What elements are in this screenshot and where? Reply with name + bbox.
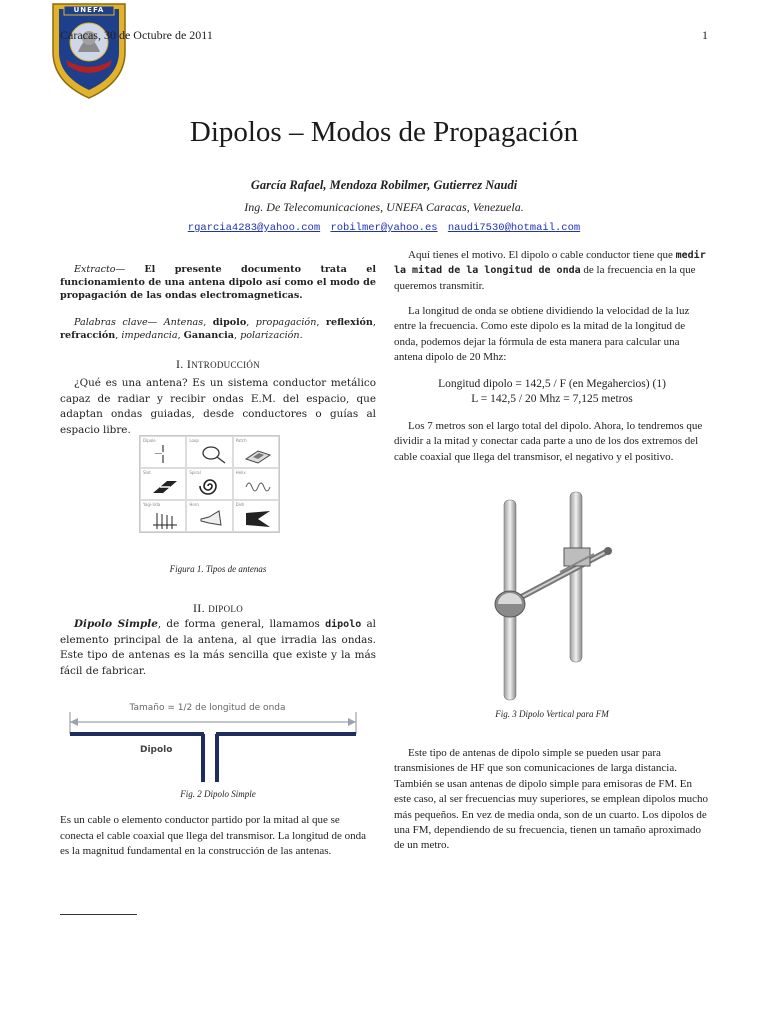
formula-1: Longitud dipolo = 142,5 / F (en Megahercios) (1)	[438, 378, 666, 390]
abstract	[60, 263, 376, 302]
antenna-cell-slot: Slot	[140, 468, 186, 500]
dipolo-paragraph: Dipolo Simple, de forma general, llamamos dipolo al elemento principal de la antena, al que irradia las ondas. Este tipo de antenas es la más sencilla que existe y la más fácil de fabricar.	[60, 618, 377, 677]
cable-paragraph: Es un cable o elemento conductor partido por la mitad al que se conecta el cable coaxial que llega del transmisor. La longitud de onda es la magnitud fundamental en la construcción de las antenas.	[60, 814, 367, 858]
header-date: Caracas, 30 de Octubre de 2011	[60, 28, 213, 42]
keyword: reflexión	[325, 317, 373, 328]
dimension-label: Tamaño = 1/2 de longitud de onda	[120, 703, 295, 713]
antenna-cell-spiral: Spiral	[186, 468, 232, 500]
footnote-rule	[60, 914, 137, 915]
antenna-cell-horn: Horn	[186, 500, 232, 532]
length-paragraph: Los 7 metros son el largo total del dipolo. Ahora, lo tendremos que dividir a la mitad y conectar cada parte a uno de los dos extremos del cable coaxial que llega del transmisor, el negativo y el positivo.	[394, 420, 703, 463]
antenna-cell-dipole: Dipole	[140, 436, 186, 468]
author-emails	[0, 222, 768, 234]
paper-affiliation: Ing. De Telecomunicaciones, UNEFA Caracas, Venezuela.	[244, 200, 524, 214]
figure-1-caption: Figura 1. Tipos de antenas	[169, 564, 267, 574]
keywords-label: Palabras clave—	[74, 317, 158, 328]
antenna-types-figure	[139, 435, 280, 533]
email-link-garcia[interactable]: rgarcia4283@yahoo.com	[187, 222, 321, 234]
keyword: Ganancia	[183, 330, 234, 341]
figure-2-caption: Fig. 2 Dipolo Simple	[180, 789, 256, 799]
keyword: dipolo	[212, 317, 247, 328]
dipolo-lead: Dipolo Simple	[74, 618, 158, 630]
email-link-mendoza[interactable]: robilmer@yahoo.es	[330, 222, 438, 234]
keyword: propagación	[255, 317, 317, 328]
keyword: Antenas	[163, 317, 204, 328]
abstract-text: El presente documento trata el funcionamiento de una antena dipolo así como el modo de propagación de las ondas electromagneticas.	[60, 264, 376, 301]
paper-authors: García Rafael, Mendoza Robilmer, Gutierrez Naudi	[250, 178, 518, 192]
antenna-cell-patch: Patch	[233, 436, 279, 468]
antenna-cell-yagi: Yagi-Uda	[140, 500, 186, 532]
unefa-logo	[50, 0, 128, 100]
figure-3-caption: Fig. 3 Dipolo Vertical para FM	[495, 709, 609, 719]
formula-block	[394, 377, 710, 407]
formula-2: L = 142,5 / 20 Mhz = 7,125 metros	[471, 393, 633, 405]
motive-paragraph: Aquí tienes el motivo. El dipolo o cable conductor tiene que medir la mitad de la longitud de onda de la frecuencia en la que queremos transmitir.	[394, 249, 706, 292]
antenna-cell-loop: Loop	[186, 436, 232, 468]
intro-paragraph: ¿Qué es una antena? Es un sistema conductor metálico capaz de radiar y recibir ondas E.M. del espacio, que adaptan ondas guiadas, desde conductores o guías al espacio libre.	[60, 377, 376, 436]
abstract-label: Extracto—	[74, 264, 126, 275]
dipole-label: Dipolo	[140, 745, 173, 755]
dipole-diagram	[60, 700, 376, 782]
antenna-cell-dish: Dish	[233, 500, 279, 532]
paper-title: Dipolos – Modos de Propagación	[189, 116, 579, 148]
usage-paragraph: Este tipo de antenas de dipolo simple se pueden usar para transmisiones de HF que son comunicaciones de larga distancia. También se usan antenas de dipolo simple para emisoras de FM. En este caso, al ser frecuencias muy superiores, se emplean dipolos mucho más pequeños. En vez de media onda, son de un cuarto. Los dipolos de una FM, dependiendo de su frecuencia, tienen un tamaño aproximado de un metro.	[394, 747, 709, 852]
antenna-cell-helix: Helix	[233, 468, 279, 500]
wavelength-paragraph: La longitud de onda se obtiene dividiendo la velocidad de la luz entre la frecuencia. Como este dipolo es la mitad de la longitud de onda, podemos dejar la fórmula de esta manera para calcular una antena dipolo de 20 Mhz:	[394, 305, 690, 364]
section-heading-intro: I. INTRODUCCIÓN	[175, 357, 260, 371]
keyword: polarización	[240, 330, 300, 341]
page-number: 1	[702, 28, 708, 42]
fm-dipole-figure	[484, 490, 634, 705]
email-link-gutierrez[interactable]: naudi7530@hotmail.com	[447, 222, 581, 234]
keyword: impedancia	[121, 330, 178, 341]
section-heading-dipolo: II. DIPOLO	[192, 601, 244, 615]
keywords: Palabras clave— Antenas, dipolo, propagación, reflexión, refracción, impedancia, Ganancia, polarización.	[60, 317, 376, 341]
logo-wordmark: UNEFA	[73, 6, 105, 14]
keyword: refracción	[60, 330, 116, 341]
